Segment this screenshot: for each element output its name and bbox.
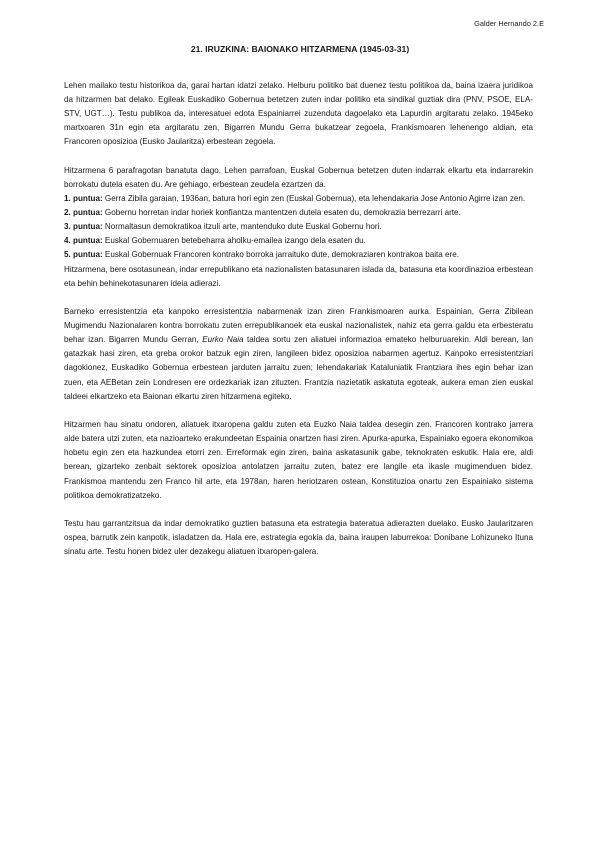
point-4-label: 4. puntua: [64,236,103,246]
point-3 [64,220,533,234]
point-5-text: Euskal Gobernuak Francoren kontrako borroka jarraituko dute, demokraziaren kontrakoa baita ere. [102,250,459,260]
paragraph-context [64,305,533,404]
paragraph-summary: Hitzarmena, bere osotasunean, indar errepublikano eta nazionalisten batasunaren islada da, batasuna eta koordinazioa erbestean eta behin behinekotasunaren ideia adierazi. [64,264,533,288]
paragraph-consequences: Hitzarmen hau sinatu ondoren, aliatuek itxaropena galdu zuten eta Euzko Naia taldea desegin zen. Francoren kontrako jarrera alde batera utzi zuten, eta nazioarteko erakundeetan Espainia onartzen hasi ziren. Apurka-apurka, Espainiako egoera ekonomikoa hobetu egin zen eta hazkundea etorri zen. Erreformak egin ziren, baina askatasunik gabe, teknokraten eskutik. Hala ere, aldi berean, gizarteko zenbait sektorek oposizioa antolatzen jarraitu zuten, batez ere langile eta ikasle mugimenduen bidez. Frankismoa mantendu zen Franco hil arte, eta 1978an, haren heriotzaren ostean, Konstituzioa onartu zen Espainiako sistema politikoa demokratizatzeko. [64,420,533,500]
point-1-text: Gerra Zibila garaian, 1936an, batura hori egin zen (Euskal Gobernua), eta lehendakaria Jose Antonio Agirre izan zen. [102,194,526,204]
paragraph-conclusion: Testu hau garrantzitsua da indar demokratiko guztien batasuna eta estrategia bateratua adierazten duelako. Eusko Jaularitzaren ospea, barrutik zein kanpotik, isladatzen da. Hala ere, estrategia egokia da, baina iraupen laburrekoa: Donibane Lohizuneko Ituna sinatu arte. Testu honen bidez uler dezakegu aliatuen itxaropen-galera. [64,519,533,557]
context-italic: Eurko Naia [202,335,244,345]
point-3-label: 3. puntua: [64,222,103,232]
point-5 [64,248,533,262]
point-1 [64,192,533,206]
paragraph-structure: Hitzarmena 6 parafragotan banatuta dago. Lehen parrafoan, Euskal Gobernua betetzen duten indarrak elkartu eta indarrarekin borrokatu dutela esaten du. Are gehiago, erbestean zeudela ezartzen da. [64,165,533,189]
point-2-text: Gobernu horretan indar horiek konfiantza mantentzen dutela esaten du, demokrazia berrezarri arte. [102,208,461,218]
document-title: 21. IRUZKINA: BAIONAKO HITZARMENA (1945-03-31) [190,44,410,54]
point-3-text: Normaltasun demokratikoa itzuli arte, mantenduko dute Euskal Gobernu hori. [102,222,382,232]
context-text-a: Barneko erresistentzia eta kanpoko erresistentzia nabarmenak izan ziren Frankismoaren aurka. Espainian, Gerra Zibilean Mugimendu Nazionalaren kontra borrokatu zuten errepublikanoek eta euskal nazionalistek, nahiz eta gerra galdu eta erbesteratu behar izan. Bigarren Mundu Gerran, [64,307,533,345]
point-2 [64,206,533,220]
point-4 [64,234,533,248]
document-body [64,79,533,559]
point-4-text: Euskal Gobernuaren betebeharra aholku-emailea izango dela esaten du. [102,236,366,246]
point-1-label: 1. puntua: [64,194,103,204]
point-2-label: 2. puntua: [64,208,103,218]
context-text-b: taldea sortu zen aliatuei informazioa emateko helburuarekin. Aldi berean, lan gatazkak hasi ziren, eta greba orokor batzuk egin ziren, langileen bidez oposizioa nabarmen agertuz. Kanpoko erresistentziari dagokionez, Euskadiko Gobernua erbestean jarduten jarraitu zuen; lehendakariak Kataluniatik Frantziara ihes egin behar izan zuen, eta AEBetan zein Londresen ere ordezkariak izan zituzten. Frantzia nazietatik askatuta egoteak, aukera eman zien euskal taldeei elkartzeko eta Baionan elkartu ziren hitzarmena egiteko. [64,335,533,401]
author-header: Galder Hernando 2.E [474,19,544,28]
paragraph-intro: Lehen mailako testu historikoa da, garai hartan idatzi zelako. Helburu politiko bat duenez testu politikoa da, baina izaera juridikoa da hitzarmen bat delako. Egileak Euskadiko Gobernua betetzen zuten indar politiko eta sindikal guztiak dira (PNV, PSOE, ELA-STV, UGT…). Testu publikoa da, interesatuei edota Espainiarrei zuzenduta dagoelako eta Lapurdin argitaratu zelako. 1945eko martxoaren 31n egin eta argitaratu zen, Bigarren Mundu Gerra bukatzear zegoela, Frankismoaren lehenengo aldian, eta Francoren oposizioa (Eusko Jaularitza) erbestean zegoela. [64,81,533,147]
point-5-label: 5. puntua: [64,250,103,260]
